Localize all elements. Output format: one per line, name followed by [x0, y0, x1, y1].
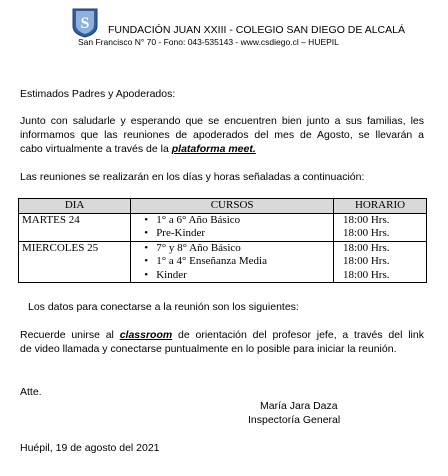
curso-item: • 1° a 6° Año Básico	[134, 214, 330, 228]
paragraph-4-line-1	[20, 329, 424, 341]
school-name-heading: FUNDACIÓN JUAN XXIII - COLEGIO SAN DIEGO DE ALCALÁ	[108, 24, 405, 36]
signer-title: Inspectoría General	[248, 414, 341, 426]
horario-item: 18:00 Hrs.	[343, 268, 390, 281]
paragraph-1-line-3-text: cabo virtualmente a través de la	[20, 143, 172, 155]
paragraph-1-line-1: Junto con saludarle y esperando que se encuentren bien junto a sus familias, les	[20, 115, 424, 127]
curso-item: • Kinder	[134, 269, 330, 283]
horario-item: 18:00 Hrs.	[343, 241, 390, 254]
header-dia: DIA	[19, 199, 131, 214]
curso-item: • Pre-Kinder	[134, 227, 330, 241]
signer-name: María Jara Daza	[260, 400, 338, 412]
salutation: Estimados Padres y Apoderados:	[20, 88, 176, 100]
school-address: San Francisco N° 70 - Fono: 043-535143 - www.csdiego.cl – HUEPIL	[78, 37, 339, 47]
header-cursos: CURSOS	[131, 199, 334, 214]
paragraph-2: Las reuniones se realizarán en los días y horas señaladas a continuación:	[20, 171, 365, 183]
header-horario: HORARIO	[334, 199, 427, 214]
paragraph-4-post: de orientación del profesor jefe, a través del link	[172, 329, 424, 341]
table-row	[19, 241, 427, 283]
platform-emphasis: plataforma meet.	[171, 143, 256, 155]
row-dia: MARTES 24	[19, 213, 131, 241]
row-dia: MIERCOLES 25	[19, 241, 131, 283]
schedule-table	[18, 198, 427, 283]
paragraph-1-line-3	[20, 143, 256, 155]
row-horarios	[334, 241, 427, 283]
logo-letter: S	[80, 15, 90, 32]
horario-item: 18:00 Hrs.	[343, 213, 390, 226]
school-logo-icon	[72, 8, 98, 38]
curso-item: • 7° y 8° Año Básico	[134, 242, 330, 256]
paragraph-3: Los datos para conectarse a la reunión son los siguientes:	[28, 301, 299, 313]
row-cursos	[131, 213, 334, 241]
paragraph-4-line-2: de video llamada y conectarse puntualmente en lo posible para iniciar la reunión.	[20, 343, 397, 355]
schedule-header-row	[19, 199, 427, 214]
row-horarios	[334, 213, 427, 241]
closing: Atte.	[20, 386, 42, 398]
curso-item: • 1° a 4° Enseñanza Media	[134, 255, 330, 269]
horario-item: 18:00 Hrs.	[343, 255, 390, 267]
horario-item: 18:00 Hrs.	[343, 227, 390, 239]
classroom-emphasis: classroom	[119, 329, 173, 341]
date-line: Huépil, 19 de agosto del 2021	[20, 442, 160, 454]
paragraph-4-pre: Recuerde unirse al	[20, 329, 120, 341]
table-row	[19, 213, 427, 241]
paragraph-1-line-2: informamos que las reuniones de apoderados del mes de Agosto, se llevarán a	[20, 129, 424, 141]
row-cursos	[131, 241, 334, 283]
